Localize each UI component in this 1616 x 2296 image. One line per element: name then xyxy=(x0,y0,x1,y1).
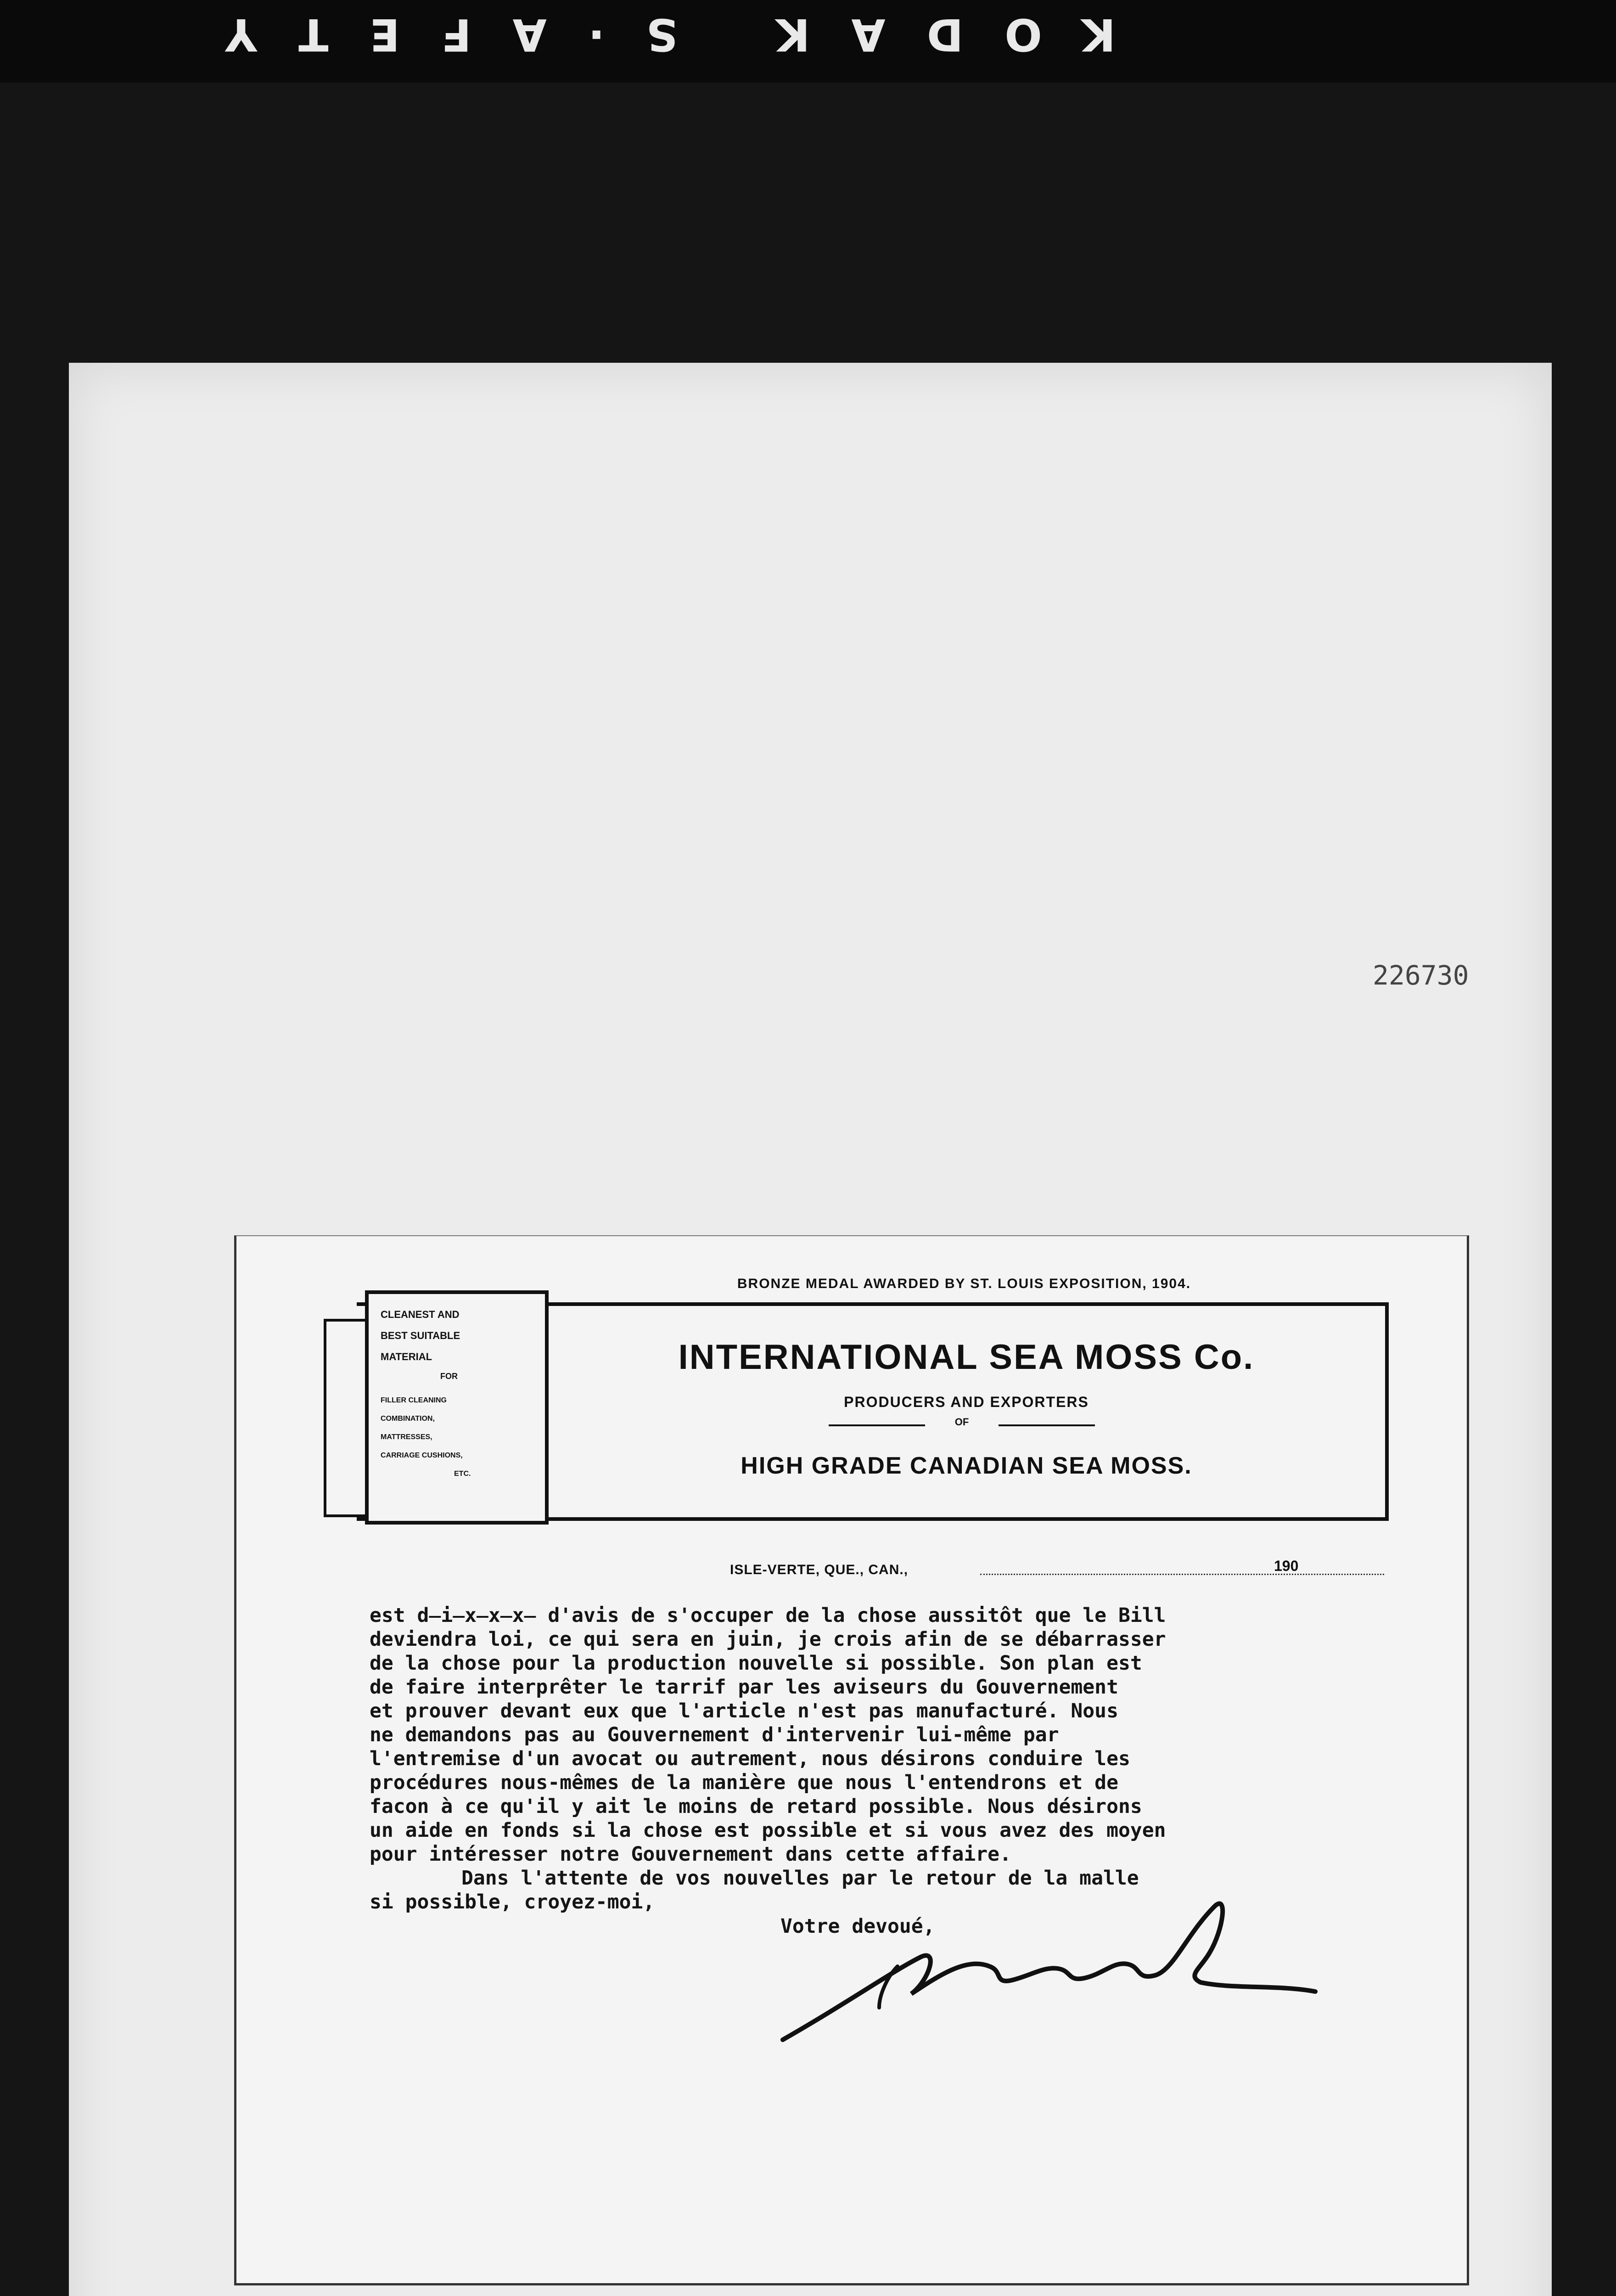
medal-text: BRONZE MEDAL AWARDED BY ST. LOUIS EXPOSITION, 1904. xyxy=(737,1276,1191,1291)
letter-line: Dans l'attente de vos nouvelles par le retour de la malle xyxy=(461,1867,1139,1890)
year-prefix: 190 xyxy=(1274,1558,1299,1574)
film-banner: KODAK S·AFETY xyxy=(184,9,1116,60)
badge-line: FILLER CLEANING xyxy=(381,1396,447,1404)
film-edge-top xyxy=(0,0,1616,83)
letter-line: l'entremise d'un avocat ou autrement, nous désirons conduire les xyxy=(370,1747,1130,1770)
letter-line: est d̶i̶x̶x̶x̶ d'avis de s'occuper de la chose aussitôt que le Bill xyxy=(370,1604,1166,1627)
handwritten-signature xyxy=(774,1888,1324,2063)
letter-line: et prouver devant eux que l'article n'est pas manufacturé. Nous xyxy=(370,1699,1118,1722)
badge-line: BEST SUITABLE xyxy=(381,1330,460,1341)
letter-line: procédures nous-mêmes de la manière que nous l'entendrons et de xyxy=(370,1771,1118,1794)
place-line: ISLE-VERTE, QUE., CAN., xyxy=(730,1562,909,1577)
company-name: INTERNATIONAL SEA MOSS Co. xyxy=(678,1338,1255,1377)
date-dotted-line xyxy=(980,1574,1384,1575)
letter-line: de la chose pour la production nouvelle si possible. Son plan est xyxy=(370,1652,1142,1675)
of-divider: OF xyxy=(829,1416,1095,1435)
badge-line: FOR xyxy=(440,1372,458,1381)
letter-line: de faire interprêter le tarrif par les aviseurs du Gouvernement xyxy=(370,1676,1118,1699)
letter-sheet xyxy=(234,1235,1469,2285)
badge-line: MATTRESSES, xyxy=(381,1433,432,1441)
letter-line: si possible, croyez-moi, xyxy=(370,1891,655,1913)
badge-line: COMBINATION, xyxy=(381,1415,435,1423)
letter-line: un aide en fonds si la chose est possible et si vous avez des moyen xyxy=(370,1819,1166,1842)
badge-line: MATERIAL xyxy=(381,1351,432,1362)
letterhead-badge xyxy=(365,1290,549,1525)
letter-line: facon à ce qu'il y ait le moins de retard possible. Nous désirons xyxy=(370,1795,1142,1818)
letter-body xyxy=(370,1604,1416,1914)
letter-line: ne demandons pas au Gouvernement d'intervenir lui-même par xyxy=(370,1723,1059,1746)
badge-line: CLEANEST AND xyxy=(381,1309,460,1320)
letter-line: deviendra loi, ce qui sera en juin, je crois afin de se débarrasser xyxy=(370,1628,1166,1651)
product-grade: HIGH GRADE CANADIAN SEA MOSS. xyxy=(741,1452,1192,1479)
badge-line: ETC. xyxy=(454,1470,471,1478)
document-page xyxy=(69,363,1552,2296)
document-number: 226730 xyxy=(1373,960,1469,991)
producers-line: PRODUCERS AND EXPORTERS xyxy=(844,1394,1089,1410)
letter-closing: Votre devoué, xyxy=(780,1915,935,1938)
letter-line: pour intéresser notre Gouvernement dans cette affaire. xyxy=(370,1843,1011,1866)
badge-line: CARRIAGE CUSHIONS, xyxy=(381,1452,463,1459)
